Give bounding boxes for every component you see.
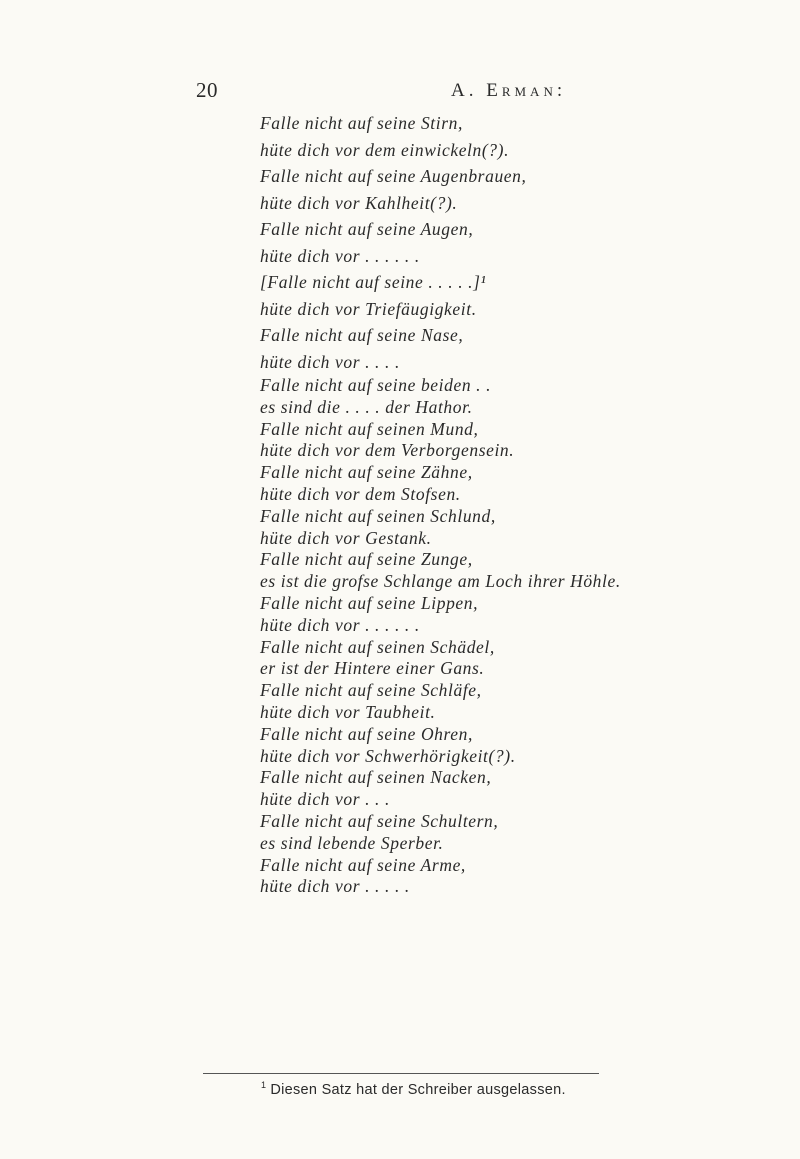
poem-line: es sind die . . . . der Hathor. [260, 396, 473, 417]
poem-line: Falle nicht auf seine Zunge, [260, 549, 473, 570]
running-head: A. Erman: [451, 80, 567, 101]
poem-line: es ist die grofse Schlange am Loch ihrer Höhle. [260, 571, 621, 592]
page-number: 20 [196, 78, 218, 102]
poem-line: Falle nicht auf seine beiden . . [260, 375, 492, 395]
poem-line: hüte dich vor Gestank. [260, 527, 432, 548]
poem-line: hüte dich vor dem Stofsen. [260, 483, 461, 504]
poem-line: Falle nicht auf seinen Schlund, [260, 505, 496, 526]
poem-line: hüte dich vor . . . [260, 789, 390, 810]
poem-line: Falle nicht auf seine Lippen, [260, 592, 479, 613]
poem-line: hüte dich vor . . . . . . [260, 614, 420, 635]
poem-line: Falle nicht auf seinen Schädel, [260, 636, 495, 657]
poem-line: hüte dich vor Schwerhörigkeit(?). [260, 745, 516, 766]
poem-line: [Falle nicht auf seine . . . . .]¹ [260, 272, 487, 292]
poem-line: Falle nicht auf seinen Nacken, [260, 767, 492, 788]
poem-line: Falle nicht auf seine Augenbrauen, [260, 166, 527, 186]
poem-line: Falle nicht auf seine Schläfe, [260, 680, 482, 701]
poem-line: hüte dich vor . . . . . . [260, 245, 420, 266]
poem-line: Falle nicht auf seinen Mund, [260, 418, 479, 439]
poem-text [260, 110, 800, 898]
poem-line: Falle nicht auf seine Arme, [260, 854, 466, 875]
poem-line: hüte dich vor dem Verborgensein. [260, 440, 515, 461]
poem-line: hüte dich vor dem einwickeln(?). [260, 139, 510, 160]
poem-line: es sind lebende Sperber. [260, 832, 444, 853]
poem-line: hüte dich vor Triefäugigkeit. [260, 298, 477, 319]
footnote-text: Diesen Satz hat der Schreiber ausgelassen. [270, 1082, 566, 1098]
poem-line: er ist der Hintere einer Gans. [260, 658, 485, 679]
poem-line: Falle nicht auf seine Zähne, [260, 462, 473, 483]
poem-line: hüte dich vor Taubheit. [260, 701, 436, 722]
poem-line: Falle nicht auf seine Stirn, [260, 113, 463, 133]
poem-line: hüte dich vor Kahlheit(?). [260, 192, 458, 213]
poem-line: Falle nicht auf seine Nase, [260, 325, 464, 345]
footnote-divider [203, 1073, 599, 1074]
poem-line: Falle nicht auf seine Schultern, [260, 810, 499, 831]
poem-line: hüte dich vor . . . . [260, 351, 400, 372]
footnote-marker: 1 [261, 1080, 267, 1090]
poem-line: Falle nicht auf seine Augen, [260, 219, 474, 239]
footnote [261, 1080, 566, 1098]
poem-line: hüte dich vor . . . . . [260, 876, 410, 897]
poem-line: Falle nicht auf seine Ohren, [260, 723, 473, 744]
